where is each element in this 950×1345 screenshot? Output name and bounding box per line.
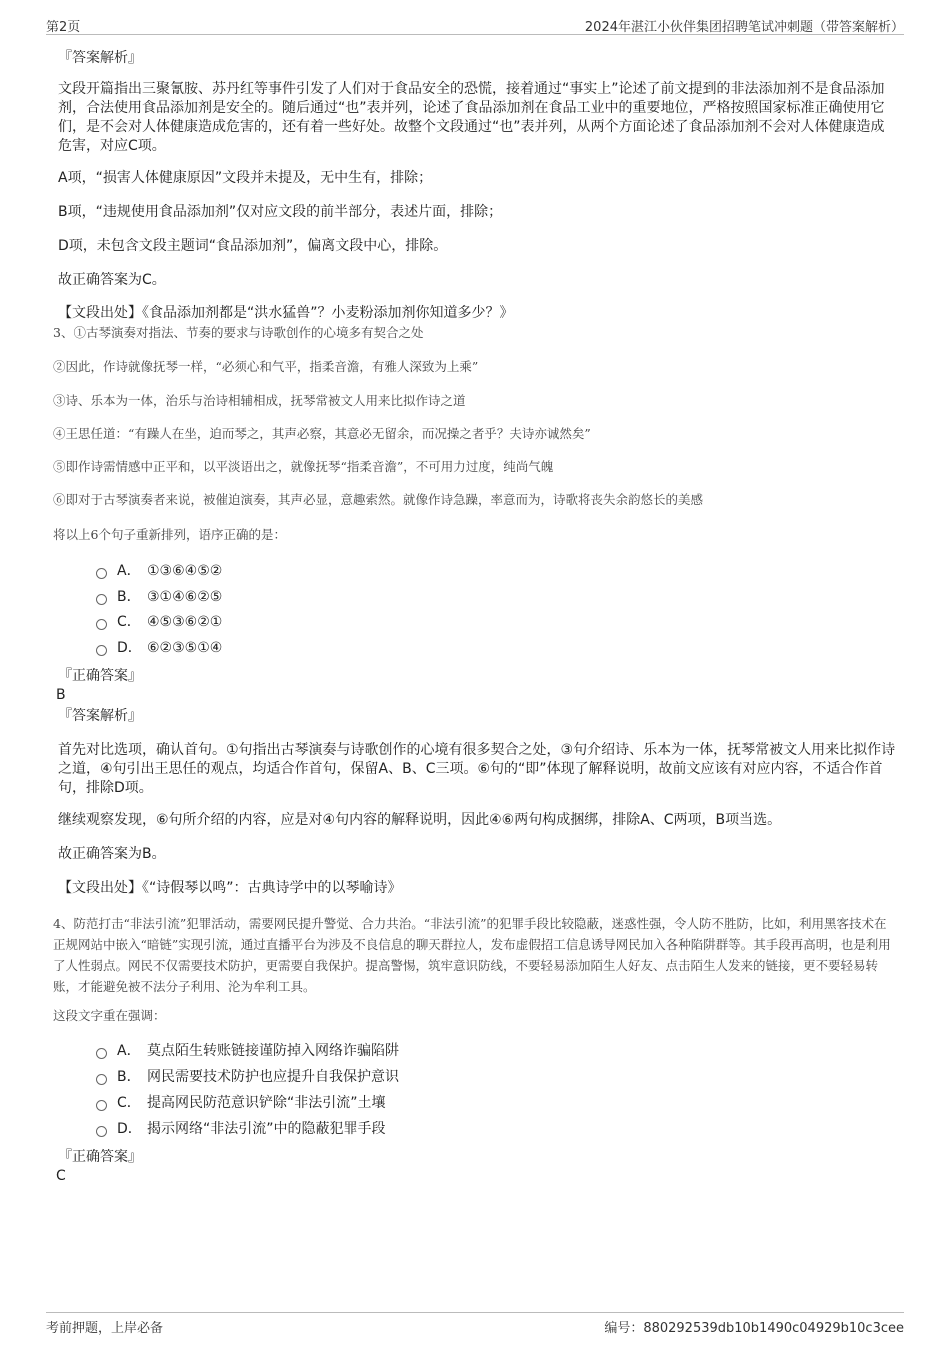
radio-icon[interactable] — [96, 1074, 107, 1085]
q3-correct-label: 『正确答案』 — [58, 668, 142, 684]
footer-slogan: 考前押题，上岸必备 — [46, 1321, 164, 1336]
q3-sentence-4: ④王思任道：“有躁人在坐，迫而琴之，其声必察，其意必无留余，而况操之者乎？夫诗亦诚然矣” — [53, 426, 591, 441]
q4-option-b[interactable]: B． 网民需要技术防护也应提升自我保护意识 — [96, 1067, 399, 1087]
document-id: 编号：880292539db10b1490c04929b10c3cee — [604, 1321, 904, 1336]
radio-icon[interactable] — [96, 1126, 107, 1137]
q2-explain-p5: 故正确答案为C。 — [58, 272, 166, 288]
q2-explain-p4: D项，未包含文段主题词“食品添加剂”，偏离文段中心，排除。 — [58, 238, 448, 254]
q3-option-a[interactable]: A． ①③⑥④⑤② — [96, 561, 222, 581]
q3-explain-p3: 故正确答案为B。 — [58, 846, 166, 862]
q4-stem: 这段文字重在强调： — [53, 1008, 166, 1023]
q2-explain-p2: A项，“损害人体健康原因”文段并未提及，无中生有，排除； — [58, 170, 433, 186]
radio-icon[interactable] — [96, 645, 107, 656]
radio-icon[interactable] — [96, 619, 107, 630]
q3-sentence-5: ⑤即作诗需情感中正平和，以平淡语出之，就像抚琴“指柔音澹”，不可用力过度，纯尚气魄 — [53, 459, 554, 474]
radio-icon[interactable] — [96, 1048, 107, 1059]
q2-explain-label: 『答案解析』 — [58, 50, 142, 66]
page-header — [46, 14, 904, 35]
q2-source: 【文段出处】《食品添加剂都是“洪水猛兽”？小麦粉添加剂你知道多少？》 — [58, 305, 514, 321]
q4-body: 4、防范打击“非法引流”犯罪活动，需要网民提升警觉、合力共治。“非法引流”的犯罪手段比较隐蔽，迷惑性强，令人防不胜防，比如，利用黑客技术在正规网站中嵌入“暗链”实现引流，通过直播平台为涉及不良信息的聊天群拉人，发布虚假招工信息诱导网民加入各种陷阱群等。其手段再高明，也是利用了人性弱点。网民不仅需要技术防护，更需要自我保护。提高警惕，筑牢意识防线，不要轻易添加陌生人好友、点击陌生人发来的链接，更不要轻易转账，才能避免被不法分子利用、沦为牟利工具。 — [53, 916, 891, 994]
q3-explain-label: 『答案解析』 — [58, 708, 142, 724]
q3-explain-p2: 继续观察发现，⑥句所介绍的内容，应是对④句内容的解释说明，因此④⑥两句构成捆绑，排除A、C两项，B项当选。 — [58, 812, 782, 828]
q3-option-b[interactable]: B． ③①④⑥②⑤ — [96, 587, 222, 607]
q2-explain-p3: B项，“违规使用食品添加剂”仅对应文段的前半部分，表述片面，排除； — [58, 204, 503, 220]
radio-icon[interactable] — [96, 1100, 107, 1111]
q3-sentence-2: ②因此，作诗就像抚琴一样，“必须心和气平，指柔音澹，有雅人深致为上乘” — [53, 359, 479, 374]
page-number: 第2页 — [46, 20, 81, 35]
q3-option-d[interactable]: D． ⑥②③⑤①④ — [96, 638, 222, 658]
q2-explain-p1: 文段开篇指出三聚氰胺、苏丹红等事件引发了人们对于食品安全的恐慌，接着通过“事实上”论述了前文提到的非法添加剂不是食品添加剂，合法使用食品添加剂是安全的。随后通过“也”表并列，论述了食品添加剂在食品工业中的重要地位，严格按照国家标准正确使用它们，是不会对人体健康造成危害的，还有着一些好处。故整个文段通过“也”表并列，从两个方面论述了食品添加剂不会对人体健康造成危害，对应C项。 — [58, 81, 885, 154]
q3-option-c[interactable]: C． ④⑤③⑥②① — [96, 612, 222, 632]
q3-sentence-3: ③诗、乐本为一体，治乐与治诗相辅相成，抚琴常被文人用来比拟作诗之道 — [53, 393, 466, 408]
radio-icon[interactable] — [96, 594, 107, 605]
document-title: 2024年湛江小伙伴集团招聘笔试冲刺题（带答案解析） — [584, 20, 904, 35]
q3-correct-answer: B — [56, 687, 66, 703]
q3-stem: 将以上6个句子重新排列，语序正确的是： — [53, 527, 286, 542]
q4-option-a[interactable]: A． 莫点陌生转账链接谨防掉入网络诈骗陷阱 — [96, 1041, 399, 1061]
q3-sentence-6: ⑥即对于古琴演奏者来说，被催迫演奏，其声必显，意趣索然。就像作诗急躁，率意而为，诗歌将丧失余韵悠长的美感 — [53, 492, 704, 507]
q3-explain-p1: 首先对比选项，确认首句。①句指出古琴演奏与诗歌创作的心境有很多契合之处，③句介绍诗、乐本为一体，抚琴常被文人用来比拟作诗之道，④句引出王思任的观点，均适合作首句，保留A、B、C三项。⑥句的“即”体现了解释说明，故前文应该有对应内容，不适合作首句，排除D项。 — [58, 742, 896, 796]
q4-option-d[interactable]: D． 揭示网络“非法引流”中的隐蔽犯罪手段 — [96, 1119, 386, 1139]
page-footer — [46, 1312, 904, 1335]
q3-source: 【文段出处】《“诗假琴以鸣”：古典诗学中的以琴喻诗》 — [58, 880, 402, 896]
q4-correct-label: 『正确答案』 — [58, 1149, 142, 1165]
q4-correct-answer: C — [56, 1168, 66, 1184]
radio-icon[interactable] — [96, 568, 107, 579]
q3-sentence-1: 3、①古琴演奏对指法、节奏的要求与诗歌创作的心境多有契合之处 — [53, 325, 424, 340]
q4-option-c[interactable]: C． 提高网民防范意识铲除“非法引流”土壤 — [96, 1093, 386, 1113]
